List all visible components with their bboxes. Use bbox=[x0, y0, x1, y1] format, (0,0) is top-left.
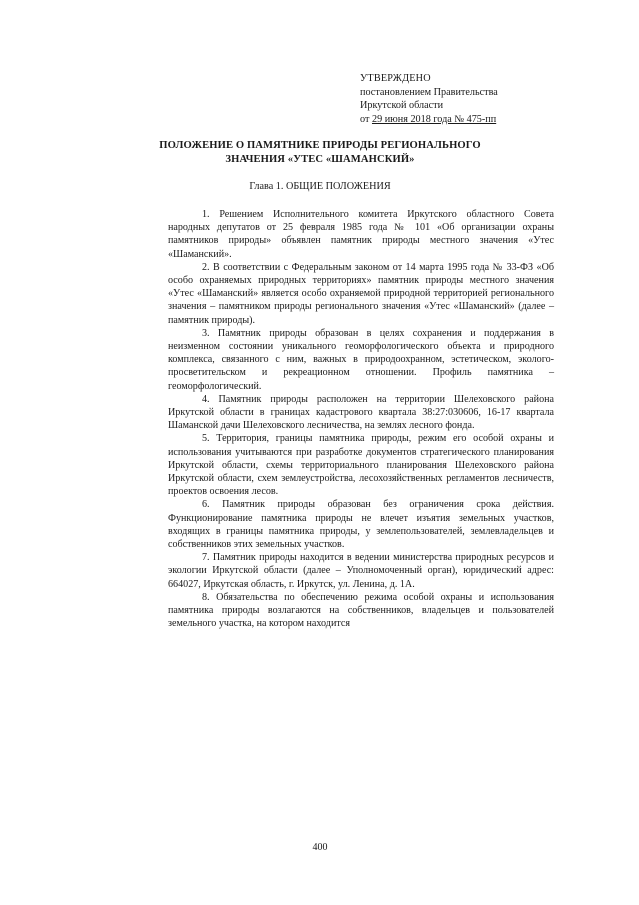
approval-stamp bbox=[360, 72, 560, 126]
title-line-2: ЗНАЧЕНИЯ «УТЕС «ШАМАНСКИЙ» bbox=[225, 153, 415, 165]
paragraph-1: 1. Решением Исполнительного комитета Иркутского областного Совета народных депутатов от 25 февраля 1985 года № 101 «Об организации охраны памятников природы» объявлен памятник природы местного значения «Утес «Шаманский». bbox=[168, 209, 554, 260]
approval-date bbox=[360, 113, 560, 127]
paragraph-3: 3. Памятник природы образован в целях сохранения и поддержания в неизменном состоянии уникального геоморфологического объекта и природного комплекса, связанного с ним, важных в природоохранном, эстетическом, эколого-просветительском и рекреационном отношении. Профиль памятника – геоморфологический. bbox=[168, 327, 554, 392]
approval-line-2: Иркутской области bbox=[360, 100, 444, 111]
paragraph-5: 5. Территория, границы памятника природы, режим его особой охраны и использования учитываются при разработке документов стратегического планирования Иркутской области, схемы территориального планирования Шелеховского района Иркутской области, схем землеустройства, лесохозяйственных регламентов лесничеств, проектов освоения лесов. bbox=[168, 433, 554, 498]
chapter-heading: Глава 1. ОБЩИЕ ПОЛОЖЕНИЯ bbox=[249, 181, 391, 192]
title-line-1: ПОЛОЖЕНИЕ О ПАМЯТНИКЕ ПРИРОДЫ РЕГИОНАЛЬНОГО bbox=[159, 140, 481, 151]
approval-heading: УТВЕРЖДЕНО bbox=[360, 73, 431, 84]
approval-line-1: постановлением Правительства bbox=[360, 86, 498, 98]
document-title bbox=[130, 139, 510, 166]
page-number: 400 bbox=[312, 842, 328, 853]
paragraph-2: 2. В соответствии с Федеральным законом от 14 марта 1995 года № 33-ФЗ «Об особо охраняемых природных территориях» памятник природы местного значения «Утес «Шаманский» является особо охраняемой природной территорией регионального значения – памятником природы регионального значения «Утес «Шаманский» (далее – памятник природы). bbox=[168, 261, 554, 326]
paragraph-8: 8. Обязательства по обеспечению режима особой охраны и использования памятника природы возлагаются на собственников, владельцев и пользователей земельного участка, на котором находится bbox=[168, 591, 554, 630]
document-body bbox=[168, 208, 554, 631]
paragraph-7: 7. Памятник природы находится в ведении министерства природных ресурсов и экологии Иркутской области (далее – Уполномоченный орган), юридический адрес: 664027, Иркутская область, г. Иркутск, ул. Ленина, д. 1А. bbox=[168, 552, 554, 590]
approval-date-value: 29 июня 2018 года № 475-пп bbox=[371, 113, 497, 125]
approval-date-prefix: от bbox=[360, 113, 370, 125]
paragraph-6: 6. Памятник природы образован без ограничения срока действия. Функционирование памятника природы не влечет изъятия земельных участков, входящих в границы памятника природы, у землепользователей, землевладельцев и собственников этих земельных участков. bbox=[168, 499, 554, 551]
paragraph-4: 4. Памятник природы расположен на территории Шелеховского района Иркутской области в границах кадастрового квартала 38:27:030606, 16-17 квартала Шаманской дачи Шелеховского лесничества, на землях лесного фонда. bbox=[168, 393, 554, 432]
